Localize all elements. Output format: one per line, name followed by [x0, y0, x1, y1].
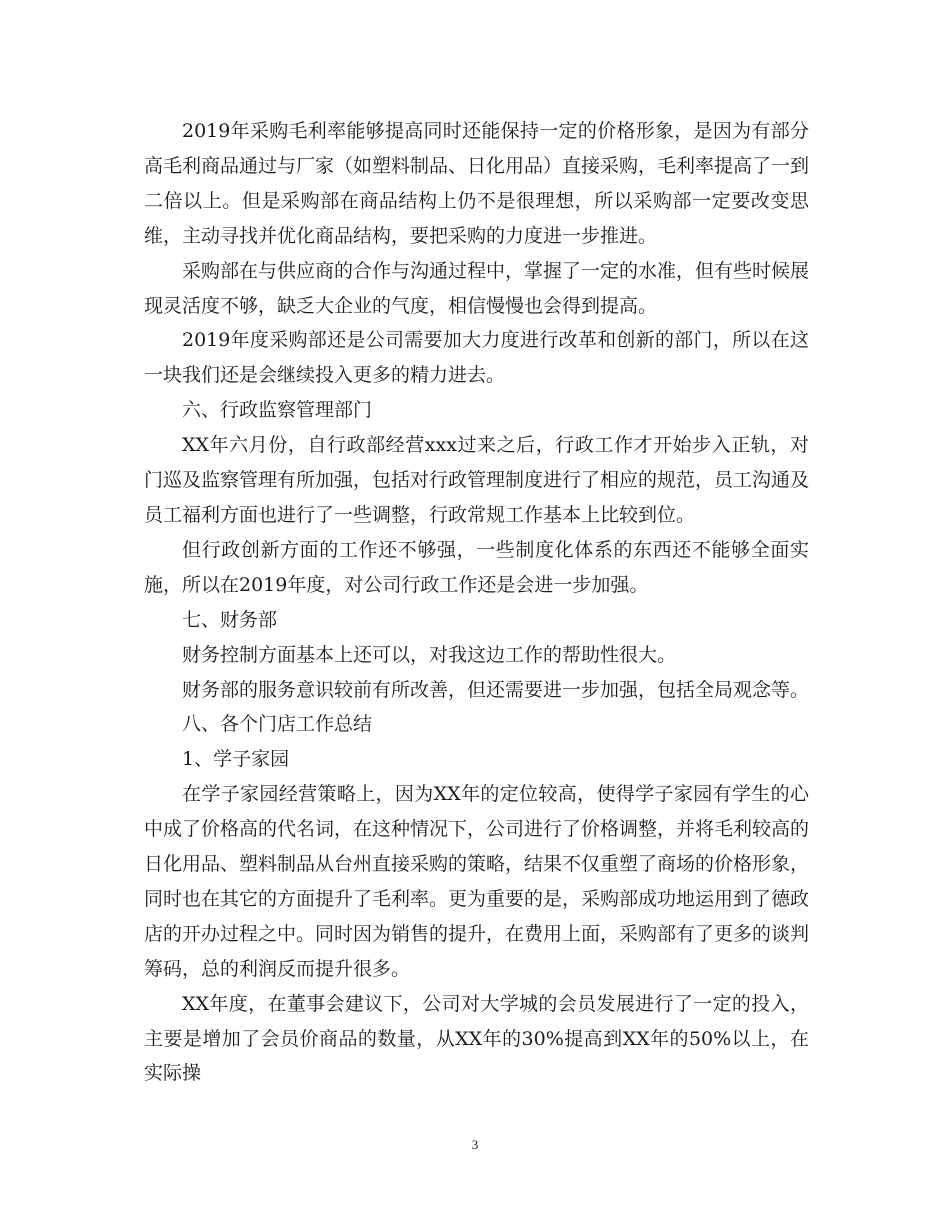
- paragraph-finance-service: 财务部的服务意识较前有所改善，但还需要进一步加强，包括全局观念等。: [182, 678, 810, 701]
- subsection-heading-xuezi-jiayuan: 1、学子家园: [182, 748, 290, 771]
- page-number: 3: [471, 1137, 479, 1152]
- paragraph-purchasing-reform: 2019年度采购部还是公司需要加大力度进行改革和创新的部门，所以在这一块我们还是会继续投入更多的精力进去。: [144, 329, 809, 387]
- document-body: [144, 114, 809, 1091]
- paragraph-xuezi-strategy: 在学子家园经营策略上，因为XX年的定位较高，使得学子家园有学生的心中成了价格高的代名词，在这种情况下，公司进行了价格调整，并将毛利较高的日化用品、塑料制品从台州直接采购的策略，结果不仅重塑了商场的价格形象，同时也在其它的方面提升了毛利率。更为重要的是，采购部成功地运用到了德政店的开办过程之中。同时因为销售的提升，在费用上面，采购部有了更多的谈判筹码，总的利润反而提升很多。: [144, 783, 810, 980]
- section-heading-finance: 七、财务部: [182, 608, 278, 631]
- paragraph-membership-investment: XX年度，在董事会建议下，公司对大学城的会员发展进行了一定的投入，主要是增加了会员价商品的数量，从XX年的30%提高到XX年的50%以上，在实际操: [144, 992, 809, 1085]
- paragraph-admin-innovation: 但行政创新方面的工作还不够强，一些制度化体系的东西还不能够全面实施，所以在2019年度，对公司行政工作还是会进一步加强。: [144, 538, 809, 596]
- paragraph-supplier-cooperation: 采购部在与供应商的合作与沟通过程中，掌握了一定的水准，但有些时候展现灵活度不够，缺乏大企业的气度，相信慢慢也会得到提高。: [144, 259, 810, 317]
- paragraph-admin-work: XX年六月份，自行政部经营xxx过来之后，行政工作才开始步入正轨，对门巡及监察管理有所加强，包括对行政管理制度进行了相应的规范，员工沟通及员工福利方面也进行了一些调整，行政常规工作基本上比较到位。: [144, 434, 810, 526]
- paragraph-purchasing-margin: 2019年采购毛利率能够提高同时还能保持一定的价格形象，是因为有部分高毛利商品通过与厂家（如塑料制品、日化用品）直接采购，毛利率提高了一到二倍以上。但是采购部在商品结构上仍不是很理想，所以采购部一定要改变思维，主动寻找并优化商品结构，要把采购的力度进一步推进。: [144, 120, 810, 247]
- paragraph-finance-control: 财务控制方面基本上还可以，对我这边工作的帮助性很大。: [182, 643, 677, 666]
- section-heading-admin-supervision: 六、行政监察管理部门: [182, 399, 373, 422]
- section-heading-stores-summary: 八、各个门店工作总结: [182, 713, 373, 736]
